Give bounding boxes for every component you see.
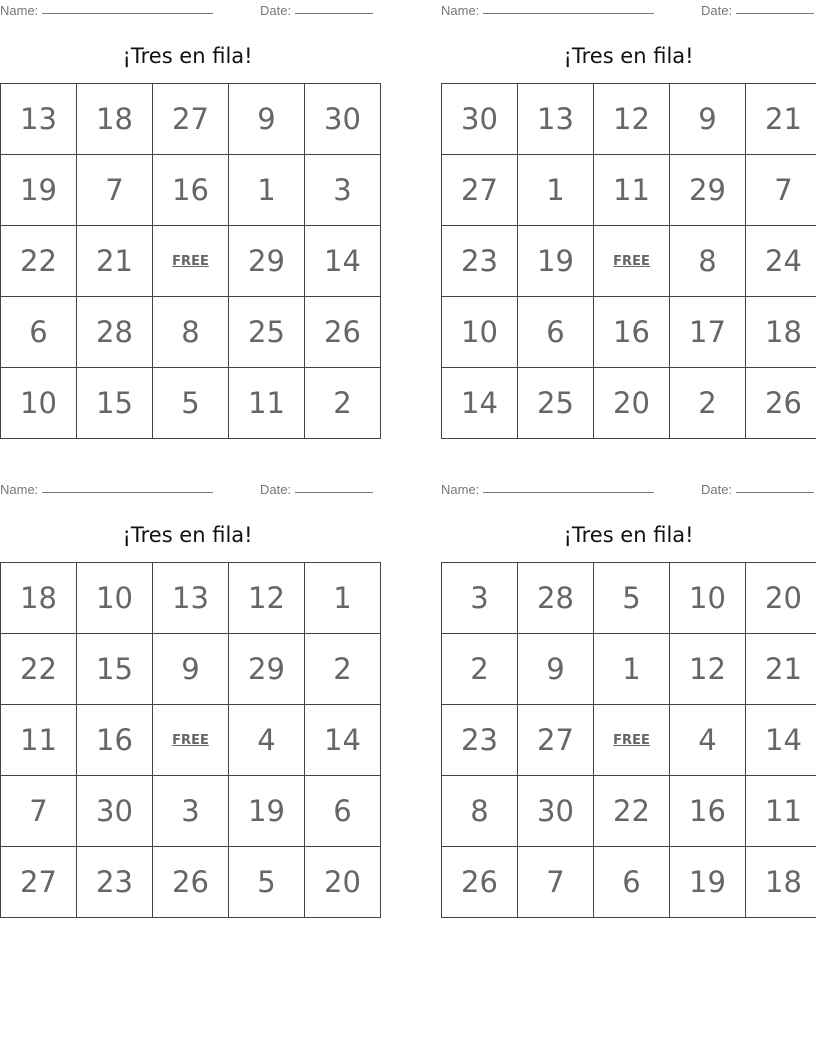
card-title: ¡Tres en fila!	[122, 44, 253, 68]
grid-cell: 7	[1, 776, 77, 847]
grid-cell: 10	[77, 563, 153, 634]
grid-cell: 5	[594, 563, 670, 634]
grid-cell: 27	[442, 155, 518, 226]
grid-cell: 13	[518, 84, 594, 155]
grid-row	[1, 368, 381, 439]
grid-cell: 21	[77, 226, 153, 297]
grid-cell: 26	[305, 297, 381, 368]
grid-cell: 29	[229, 226, 305, 297]
grid-cell: 16	[153, 155, 229, 226]
grid-cell: 22	[594, 776, 670, 847]
grid-cell: 23	[442, 705, 518, 776]
grid-cell: 30	[305, 84, 381, 155]
grid-cell: 11	[1, 705, 77, 776]
grid-cell: 22	[1, 634, 77, 705]
grid-cell: 1	[594, 634, 670, 705]
name-field	[441, 482, 654, 498]
date-blank-line	[736, 12, 814, 14]
grid-row	[442, 368, 816, 439]
grid-cell: 30	[518, 776, 594, 847]
grid-cell: 11	[229, 368, 305, 439]
date-label: Date:	[260, 482, 292, 497]
grid-cell: 30	[77, 776, 153, 847]
grid-cell: 9	[518, 634, 594, 705]
grid-cell: 18	[77, 84, 153, 155]
grid-cell: 24	[746, 226, 816, 297]
grid-row	[442, 563, 816, 634]
grid-cell: 6	[1, 297, 77, 368]
grid-cell: 17	[670, 297, 746, 368]
grid-cell: 25	[229, 297, 305, 368]
grid-cell: 20	[305, 847, 381, 918]
grid-cell: 19	[1, 155, 77, 226]
grid-row	[1, 705, 381, 776]
name-label: Name:	[441, 3, 480, 18]
bingo-card-4	[441, 479, 816, 913]
grid-cell: 18	[1, 563, 77, 634]
grid-row	[442, 634, 816, 705]
grid-cell: 13	[1, 84, 77, 155]
grid-cell: 3	[442, 563, 518, 634]
grid-cell: 27	[518, 705, 594, 776]
free-space-cell: FREE	[594, 705, 670, 776]
grid-cell: 14	[442, 368, 518, 439]
bingo-grid	[441, 562, 816, 918]
grid-row	[1, 776, 381, 847]
date-blank-line	[736, 491, 814, 493]
bingo-grid	[441, 83, 816, 439]
grid-cell: 12	[594, 84, 670, 155]
grid-cell: 23	[77, 847, 153, 918]
grid-cell: 3	[305, 155, 381, 226]
grid-cell: 23	[442, 226, 518, 297]
name-label: Name:	[441, 482, 480, 497]
grid-cell: 1	[518, 155, 594, 226]
grid-row	[442, 776, 816, 847]
name-label: Name:	[0, 3, 39, 18]
grid-cell: 9	[153, 634, 229, 705]
grid-cell: 12	[229, 563, 305, 634]
name-field	[441, 3, 654, 19]
grid-cell: 10	[1, 368, 77, 439]
grid-cell: 3	[153, 776, 229, 847]
grid-cell: 10	[670, 563, 746, 634]
grid-cell: 6	[594, 847, 670, 918]
grid-row	[1, 297, 381, 368]
grid-cell: 20	[746, 563, 816, 634]
grid-cell: 18	[746, 297, 816, 368]
grid-cell: 9	[229, 84, 305, 155]
grid-row	[1, 847, 381, 918]
grid-row	[1, 155, 381, 226]
grid-cell: 12	[670, 634, 746, 705]
free-space-cell: FREE	[153, 705, 229, 776]
grid-row	[1, 634, 381, 705]
free-space-cell: FREE	[594, 226, 670, 297]
grid-cell: 25	[518, 368, 594, 439]
grid-cell: 28	[518, 563, 594, 634]
grid-row	[442, 297, 816, 368]
bingo-card-3	[0, 479, 375, 913]
grid-cell: 18	[746, 847, 816, 918]
grid-cell: 7	[746, 155, 816, 226]
grid-cell: 10	[442, 297, 518, 368]
date-label: Date:	[701, 482, 733, 497]
grid-cell: 8	[153, 297, 229, 368]
name-blank-line	[42, 12, 213, 14]
grid-cell: 4	[670, 705, 746, 776]
grid-row	[1, 84, 381, 155]
date-field	[701, 3, 814, 19]
grid-cell: 2	[670, 368, 746, 439]
date-label: Date:	[701, 3, 733, 18]
grid-row	[442, 226, 816, 297]
date-field	[260, 482, 373, 498]
grid-row	[1, 563, 381, 634]
grid-cell: 2	[305, 368, 381, 439]
grid-cell: 15	[77, 368, 153, 439]
grid-cell: 1	[229, 155, 305, 226]
grid-cell: 5	[229, 847, 305, 918]
free-space-cell: FREE	[153, 226, 229, 297]
name-blank-line	[42, 491, 213, 493]
grid-row	[1, 226, 381, 297]
grid-cell: 28	[77, 297, 153, 368]
date-blank-line	[295, 12, 373, 14]
grid-cell: 4	[229, 705, 305, 776]
grid-row	[442, 705, 816, 776]
grid-cell: 26	[442, 847, 518, 918]
grid-cell: 15	[77, 634, 153, 705]
grid-cell: 16	[77, 705, 153, 776]
name-field	[0, 3, 213, 19]
grid-cell: 5	[153, 368, 229, 439]
grid-cell: 27	[153, 84, 229, 155]
bingo-grid	[0, 83, 381, 439]
grid-cell: 8	[442, 776, 518, 847]
grid-cell: 6	[518, 297, 594, 368]
grid-cell: 14	[305, 226, 381, 297]
bingo-grid	[0, 562, 381, 918]
name-label: Name:	[0, 482, 39, 497]
date-field	[701, 482, 814, 498]
grid-cell: 8	[670, 226, 746, 297]
name-blank-line	[483, 12, 654, 14]
grid-cell: 19	[518, 226, 594, 297]
grid-row	[442, 84, 816, 155]
grid-cell: 20	[594, 368, 670, 439]
card-title: ¡Tres en fila!	[122, 523, 253, 547]
grid-cell: 29	[670, 155, 746, 226]
grid-cell: 27	[1, 847, 77, 918]
grid-cell: 21	[746, 84, 816, 155]
grid-cell: 26	[153, 847, 229, 918]
grid-cell: 7	[77, 155, 153, 226]
grid-row	[442, 155, 816, 226]
grid-cell: 7	[518, 847, 594, 918]
grid-cell: 14	[305, 705, 381, 776]
grid-cell: 29	[229, 634, 305, 705]
grid-cell: 9	[670, 84, 746, 155]
grid-cell: 16	[670, 776, 746, 847]
grid-cell: 21	[746, 634, 816, 705]
grid-cell: 19	[670, 847, 746, 918]
grid-cell: 2	[442, 634, 518, 705]
grid-cell: 11	[746, 776, 816, 847]
bingo-card-1	[0, 0, 375, 434]
grid-cell: 1	[305, 563, 381, 634]
grid-cell: 11	[594, 155, 670, 226]
card-title: ¡Tres en fila!	[563, 44, 694, 68]
name-blank-line	[483, 491, 654, 493]
bingo-card-2	[441, 0, 816, 434]
card-title: ¡Tres en fila!	[563, 523, 694, 547]
grid-cell: 16	[594, 297, 670, 368]
grid-cell: 6	[305, 776, 381, 847]
grid-cell: 14	[746, 705, 816, 776]
date-blank-line	[295, 491, 373, 493]
grid-cell: 13	[153, 563, 229, 634]
grid-cell: 22	[1, 226, 77, 297]
date-field	[260, 3, 373, 19]
grid-cell: 30	[442, 84, 518, 155]
grid-cell: 19	[229, 776, 305, 847]
name-field	[0, 482, 213, 498]
date-label: Date:	[260, 3, 292, 18]
grid-cell: 26	[746, 368, 816, 439]
grid-row	[442, 847, 816, 918]
grid-cell: 2	[305, 634, 381, 705]
